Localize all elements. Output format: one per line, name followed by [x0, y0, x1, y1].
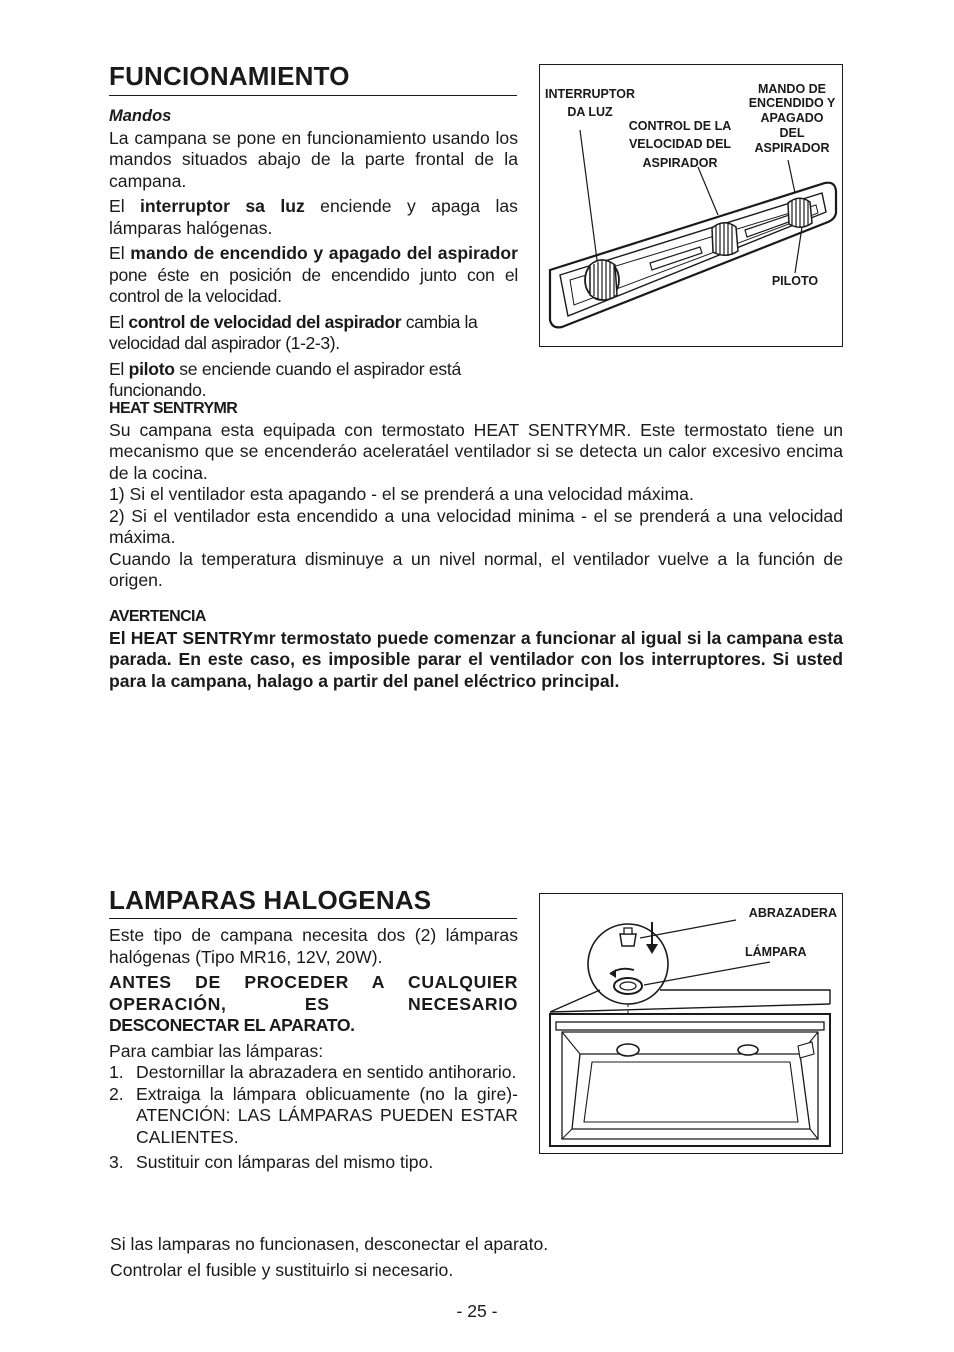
- section-title-lamparas: LAMPARAS HALOGENAS: [109, 885, 432, 915]
- label-piloto: PILOTO: [771, 274, 819, 288]
- heat-sentry-item-1: 1) Si el ventilador esta apagando - el se prenderá a una velocidad máxima.: [109, 484, 694, 504]
- warning-line-1: ANTES DE PROCEDER A CUALQUIER: [109, 972, 518, 992]
- hood-lamp-illustration: [540, 894, 842, 1153]
- lamparas-left-column: [109, 925, 518, 1174]
- lamp-figure: [539, 893, 843, 1154]
- label-mando-5: ASPIRADOR: [754, 141, 830, 155]
- control-paragraph: El control de velocidad del aspirador cambia la velocidad dal aspirador (1-2-3).: [109, 311, 478, 353]
- avertencia-text: El HEAT SENTRYmr termostato puede comenzar a funcionar al igual si la campana esta parada. En este caso, es imposible parar el ventilador con los interruptores. Si usted para la campana, halago a partir del panel eléctrico principal.: [109, 627, 843, 691]
- label-mando-4: DEL: [779, 126, 805, 140]
- lamparas-warning: [109, 972, 518, 1037]
- label-control-3: ASPIRADOR: [642, 156, 718, 170]
- heat-sentry-item-2: 2) Si el ventilador esta encendido a una velocidad minima - el se prenderá a una velocidad máxima.: [109, 505, 843, 547]
- label-control-1: CONTROL DE LA: [628, 119, 732, 133]
- step-2: 2. Extraiga la lámpara oblicuamente (no la gire)- ATENCIÓN: LAS LÁMPARAS PUEDEN ESTAR CALIENTES.: [109, 1083, 518, 1147]
- title-rule: [109, 95, 517, 96]
- label-interruptor-1: INTERRUPTOR: [544, 87, 636, 101]
- label-lampara: LÁMPARA: [745, 945, 807, 959]
- piloto-paragraph: El piloto se enciende cuando el aspirador está funcionando.: [109, 358, 461, 400]
- footer-line-1: Si las lamparas no funcionasen, desconectar el aparato.: [110, 1234, 549, 1254]
- label-mando-2: ENCENDIDO Y: [748, 96, 836, 110]
- lamparas-footer: [110, 1234, 710, 1281]
- label-control-2: VELOCIDAD DEL: [628, 137, 732, 151]
- heat-sentry-paragraph: Su campana esta equipada con termostato HEAT SENTRYMR. Este termostato tiene un mecanismo que se encenderáo aceleratáel ventilador si se detecta un calor excesivo encima de la cocina.: [109, 419, 843, 483]
- heat-sentry-heading: HEAT SENTRYMR: [109, 400, 238, 417]
- label-abrazadera: ABRAZADERA: [748, 906, 837, 920]
- warning-line-2: OPERACIÓN, ES NECESARIO: [109, 993, 518, 1014]
- step-1: 1. Destornillar la abrazadera en sentido antihorario.: [109, 1062, 517, 1082]
- page-number: - 25 -: [456, 1301, 498, 1321]
- lamparas-steps-intro: Para cambiar las lámparas:: [109, 1040, 324, 1061]
- speed-control-knob: [712, 223, 738, 256]
- mando-paragraph: El mando de encendido y apagado del aspirador pone éste en posición de encendido junto con el control de la velocidad.: [109, 243, 518, 306]
- section-title-funcionamiento: FUNCIONAMIENTO: [109, 61, 350, 91]
- avertencia-section: [109, 606, 843, 692]
- title-rule-lamparas: [109, 918, 517, 919]
- step-3: 3. Sustituir con lámparas del mismo tipo.: [109, 1152, 434, 1172]
- on-off-knob: [788, 198, 812, 228]
- footer-line-2: Controlar el fusible y sustituirlo si necesario.: [110, 1259, 454, 1280]
- light-switch-knob: [585, 260, 619, 300]
- interruptor-paragraph: El interruptor sa luz enciende y apaga las lámparas halógenas.: [109, 196, 518, 238]
- mandos-paragraph: La campana se pone en funcionamiento usando los mandos situados abajo de la parte frontal de la campana.: [109, 127, 518, 191]
- avertencia-heading: AVERTENCIA: [109, 608, 206, 625]
- heat-sentry-return: Cuando la temperatura disminuye a un nivel normal, el ventilador vuelve a la función de origen.: [109, 548, 843, 590]
- mandos-heading: Mandos: [109, 107, 172, 125]
- warning-line-3: DESCONECTAR EL APARATO.: [109, 1015, 355, 1035]
- label-interruptor-2: DA LUZ: [567, 105, 613, 119]
- lamparas-intro-paragraph: Este tipo de campana necesita dos (2) lámparas halógenas (Tipo MR16, 12V, 20W).: [109, 925, 518, 967]
- label-mando-1: MANDO DE: [757, 82, 827, 96]
- controls-figure: [539, 64, 843, 347]
- funcionamiento-left-column: [109, 106, 518, 402]
- heat-sentry-section: [109, 398, 843, 592]
- label-mando-3: APAGADO: [760, 111, 824, 125]
